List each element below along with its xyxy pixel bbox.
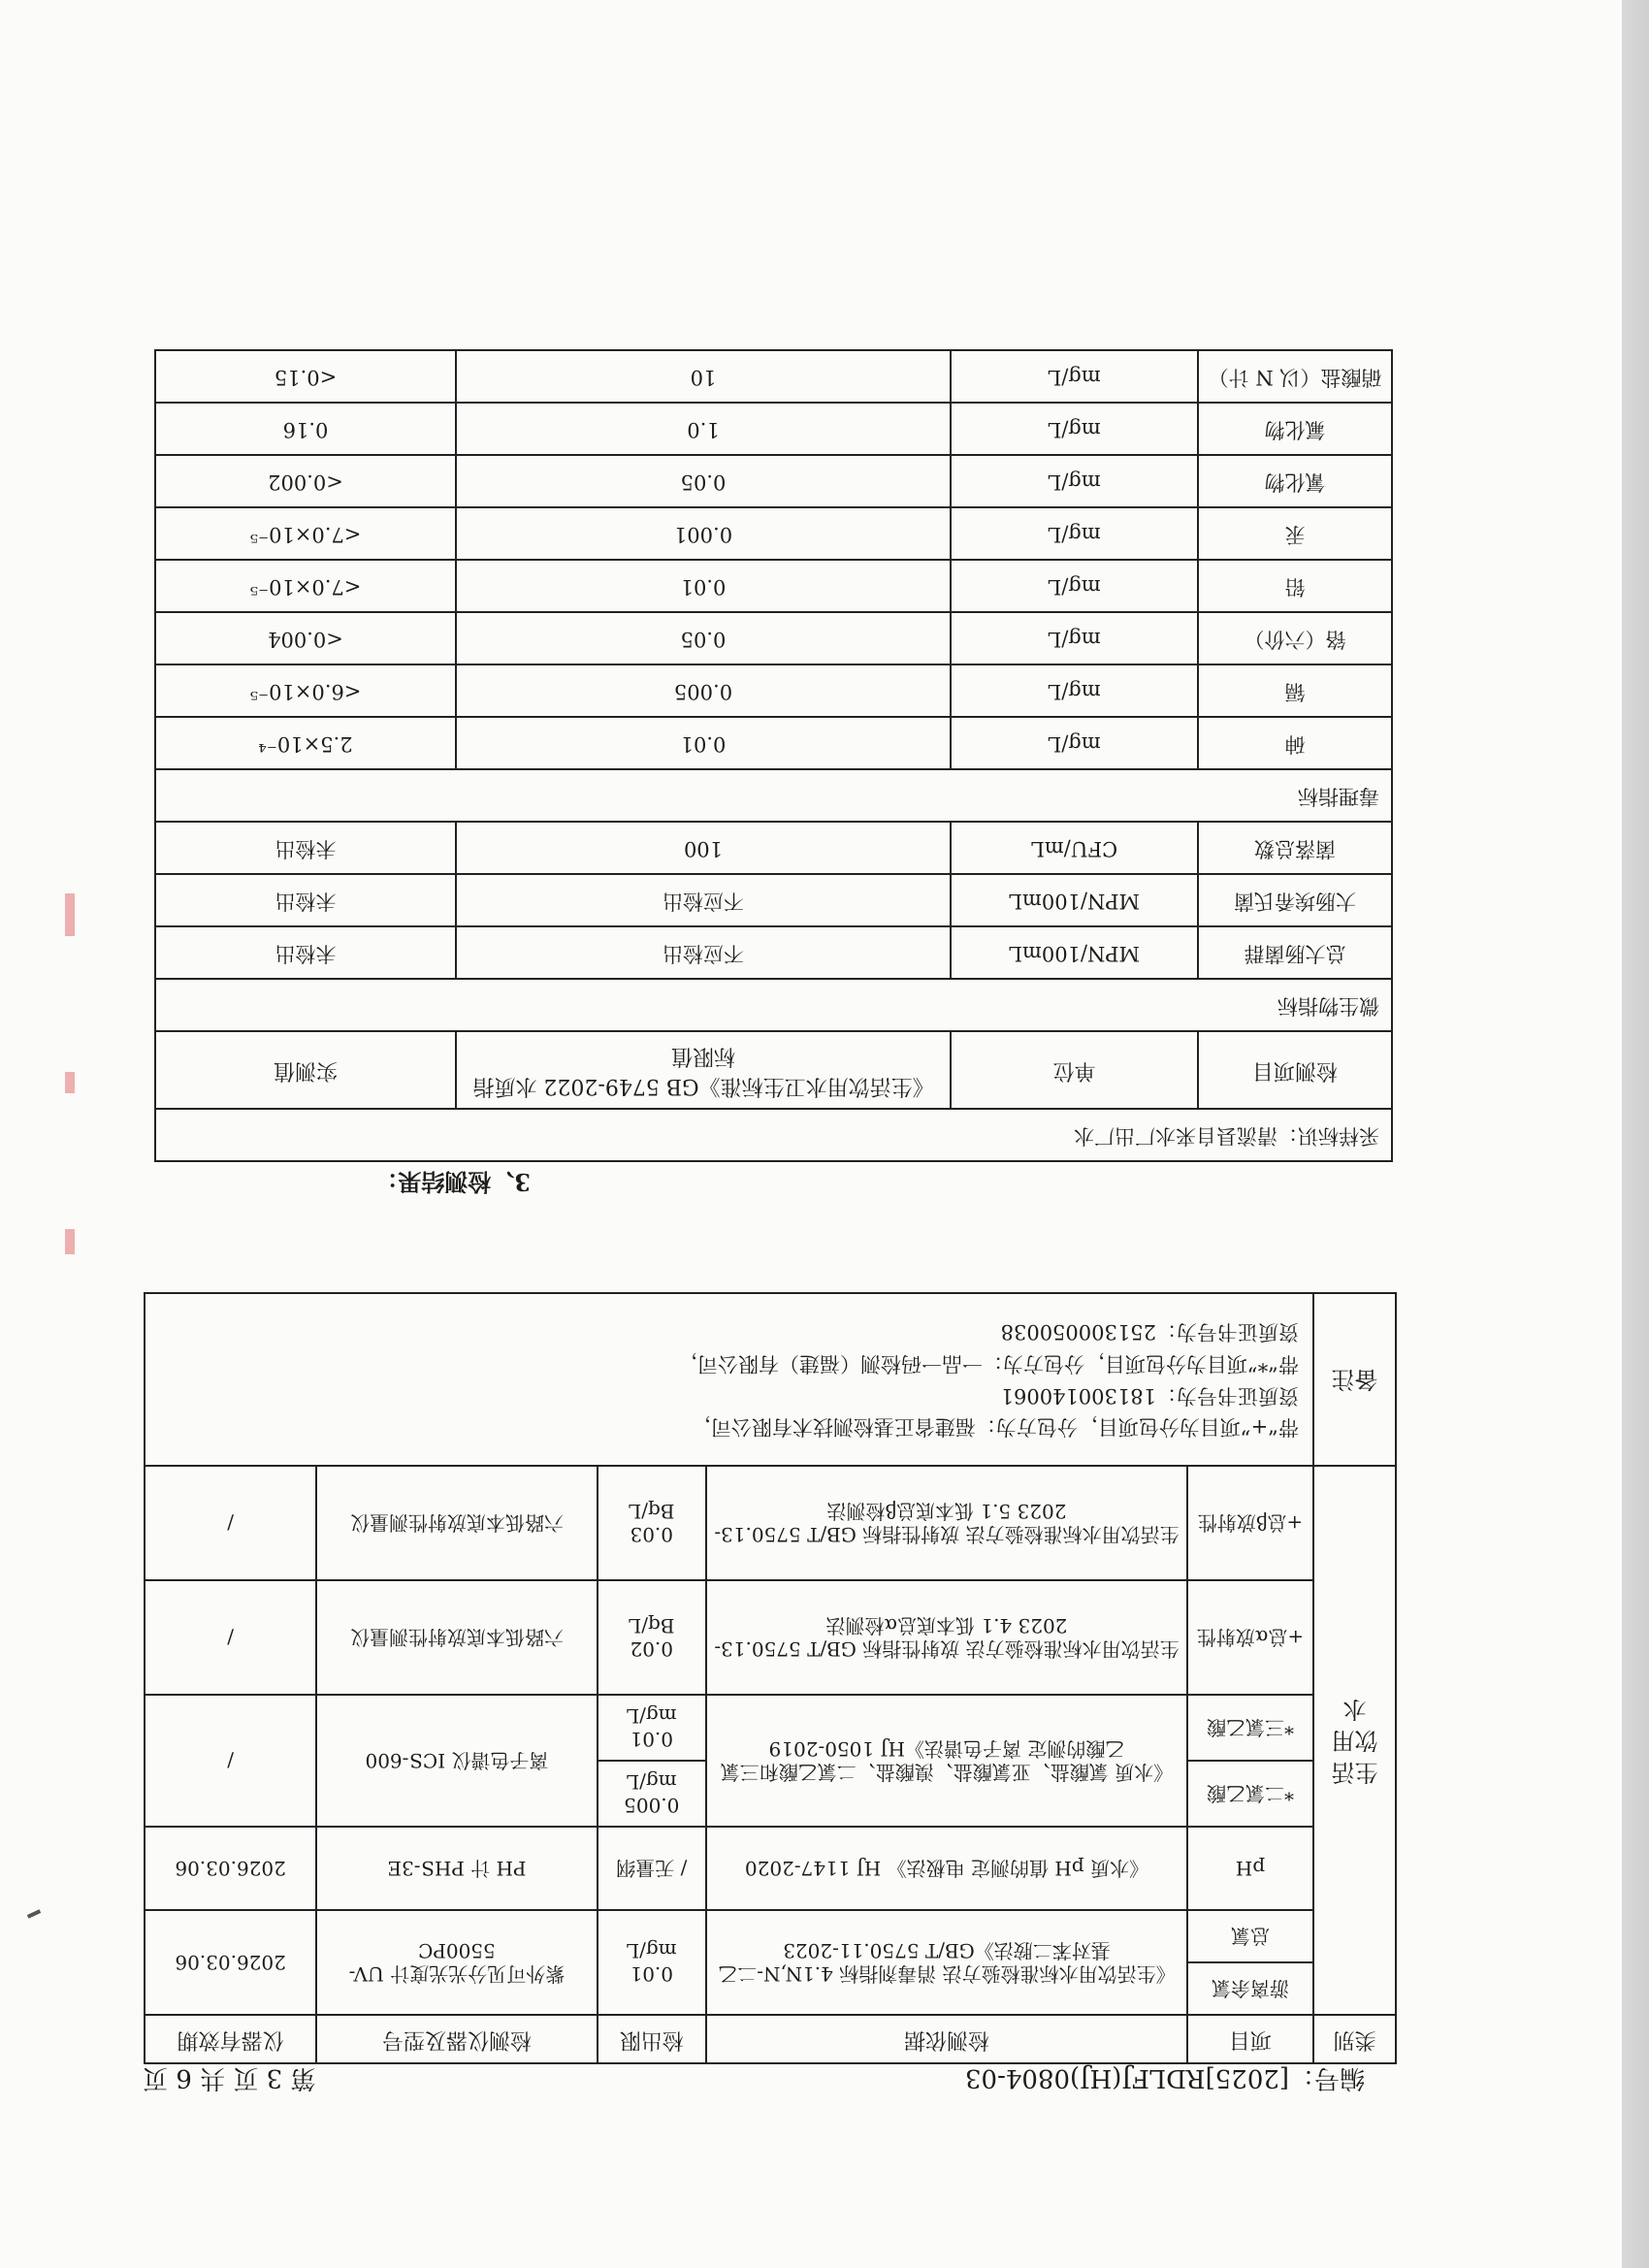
result-value: <7.0×10⁻⁵ [155,560,456,612]
method-table [144,1292,1397,2064]
result-row [155,403,1392,455]
result-value: 0.16 [155,403,456,455]
result-row [155,664,1392,717]
result-limit: 0.005 [456,664,951,717]
limit-cell: 0.005 mg/L [598,1761,706,1827]
result-item: 砷 [1198,717,1392,769]
col-header-category: 类别 [1313,2015,1396,2063]
result-value: 未检出 [155,926,456,979]
col-header-standard-limit: 《生活饮用水卫生标准》GB 5749-2022 水质指标限值 [456,1031,951,1109]
result-limit: 0.01 [456,560,951,612]
result-item: 汞 [1198,507,1392,560]
result-row [155,717,1392,769]
remark-content [145,1293,1313,1466]
method-cell: 《水质 pH 值的测定 电极法》 HJ 1147-2020 [706,1827,1187,1910]
result-item: 氰化物 [1198,455,1392,507]
result-item: 大肠埃希氏菌 [1198,874,1392,926]
remark-line: 带“+”项目为分包项目，分包方为：福建省正基检测技术有限公司， [690,1415,1299,1440]
group-row [155,769,1392,822]
validity-cell: 2026.03.06 [145,1827,316,1910]
result-unit: mg/L [951,455,1198,507]
item-cell: *二氯乙酸 [1187,1761,1313,1827]
col-header-unit: 单位 [951,1031,1198,1109]
result-value: <0.004 [155,612,456,664]
col-header-item: 项目 [1187,2015,1313,2063]
remark-line: 带“*”项目为分包项目，分包方为：一品一码检测（福建）有限公司， [676,1352,1299,1376]
result-item: 氟化物 [1198,403,1392,455]
result-limit: 10 [456,350,951,403]
results-section-title: 3、检测结果： [374,1168,531,1196]
item-cell: 总氯 [1187,1910,1313,1962]
result-value: <6.0×10⁻⁵ [155,664,456,717]
result-unit: MPN/100mL [951,874,1198,926]
validity-cell: / [145,1695,316,1827]
method-row [145,1962,1396,2015]
result-limit: 0.001 [456,507,951,560]
limit-cell: 0.01 mg/L [598,1695,706,1761]
result-value: <0.002 [155,455,456,507]
group-title-toxicology: 毒理指标 [155,769,1392,822]
result-value: 2.5×10⁻⁴ [155,717,456,769]
result-unit: mg/L [951,664,1198,717]
method-header-row [145,2015,1396,2063]
result-limit: 0.05 [456,612,951,664]
method-row [145,1580,1396,1695]
result-row [155,612,1392,664]
seal-fragment [65,893,75,936]
result-limit: 不应检出 [456,926,951,979]
result-limit: 0.01 [456,717,951,769]
result-unit: mg/L [951,717,1198,769]
result-row [155,350,1392,403]
method-cell: 生活饮用水标准检验方法 放射性指标 GB/T 5750.13-2023 4.1 低本底总α检测法 [706,1580,1187,1695]
result-unit: mg/L [951,507,1198,560]
item-cell: pH [1187,1827,1313,1910]
remark-label: 备注 [1313,1293,1396,1466]
result-row [155,822,1392,874]
result-limit: 100 [456,822,951,874]
result-unit: mg/L [951,612,1198,664]
result-limit: 不应检出 [456,874,951,926]
col-header-measured-value: 实测值 [155,1031,456,1109]
result-value: <0.15 [155,350,456,403]
col-header-limit: 检出限 [598,2015,706,2063]
item-cell: +总β放射性 [1187,1466,1313,1580]
sample-label: 采样标识：清流县自来水厂出厂水 [155,1109,1392,1161]
result-unit: mg/L [951,560,1198,612]
page-indicator: 第 3 页 共 6 页 [143,2063,316,2092]
method-cell: 《生活饮用水标准检验方法 消毒剂指标 4.1N,N-二乙基对苯二胺法》GB/T 5750.11-2023 [706,1910,1187,2015]
instrument-cell: 紫外可见分光光度计 UV-5500PC [316,1910,597,2015]
seal-fragment [65,1229,75,1254]
result-item: 铬（六价） [1198,612,1392,664]
validity-cell: 2026.03.06 [145,1910,316,2015]
remark-row [145,1293,1396,1466]
group-title-microbial: 微生物指标 [155,979,1392,1031]
result-unit: MPN/100mL [951,926,1198,979]
method-row [145,1827,1396,1910]
result-unit: CFU/mL [951,822,1198,874]
method-cell: 生活饮用水标准检验方法 放射性指标 GB/T 5750.13-2023 5.1 低本底总β检测法 [706,1466,1187,1580]
limit-cell: 0.02 Bq/L [598,1580,706,1695]
limit-cell: 0.01 mg/L [598,1910,706,2015]
result-row [155,455,1392,507]
validity-cell: / [145,1580,316,1695]
pen-mark [27,1909,41,1919]
result-unit: mg/L [951,403,1198,455]
results-table [154,349,1393,1162]
result-value: 未检出 [155,874,456,926]
result-row [155,874,1392,926]
remark-line: 资质证书号为：251300050038 [1000,1320,1299,1345]
limit-cell: / 无量纲 [598,1827,706,1910]
result-row [155,507,1392,560]
col-header-method: 检测依据 [706,2015,1187,2063]
result-item: 总大肠菌群 [1198,926,1392,979]
method-cell: 《水质 氯酸盐、亚氯酸盐、溴酸盐、二氯乙酸和三氯乙酸的测定 离子色谱法》HJ 1050-2019 [706,1695,1187,1827]
result-item: 菌落总数 [1198,822,1392,874]
item-cell: 游离余氯 [1187,1962,1313,2015]
result-row [155,560,1392,612]
scan-edge-shadow [1622,0,1649,2268]
result-value: 未检出 [155,822,456,874]
page-header [143,2062,1365,2098]
instrument-cell: 六路低本底放射性测量仪 [316,1580,597,1695]
result-limit: 1.0 [456,403,951,455]
seal-marks [61,758,75,1254]
col-header-instrument: 检测仪器及型号 [316,2015,597,2063]
sample-label-row [155,1109,1392,1161]
instrument-cell: 离子色谱仪 ICS-600 [316,1695,597,1827]
result-item: 镉 [1198,664,1392,717]
result-item: 铅 [1198,560,1392,612]
document-number: 编号：[2025]RDLFJ(HJ)0804-03 [964,2063,1365,2092]
result-limit: 0.05 [456,455,951,507]
seal-fragment [65,1072,75,1093]
validity-cell: / [145,1466,316,1580]
item-cell: +总α放射性 [1187,1580,1313,1695]
instrument-cell: PH 计 PHS-3E [316,1827,597,1910]
limit-cell: 0.03 Bq/L [598,1466,706,1580]
result-row [155,926,1392,979]
result-value: <7.0×10⁻⁵ [155,507,456,560]
instrument-cell: 六路低本底放射性测量仪 [316,1466,597,1580]
method-row [145,1466,1396,1580]
method-row [145,1761,1396,1827]
category-cell: 生活饮用水 [1313,1466,1396,2015]
remark-line: 资质证书号为：181300140061 [1000,1383,1299,1408]
results-header-row [155,1031,1392,1109]
item-cell: *三氯乙酸 [1187,1695,1313,1761]
group-row [155,979,1392,1031]
result-item: 硝酸盐（以 N 计） [1198,350,1392,403]
result-unit: mg/L [951,350,1198,403]
col-header-test-item: 检测项目 [1198,1031,1392,1109]
col-header-validity: 仪器有效期 [145,2015,316,2063]
